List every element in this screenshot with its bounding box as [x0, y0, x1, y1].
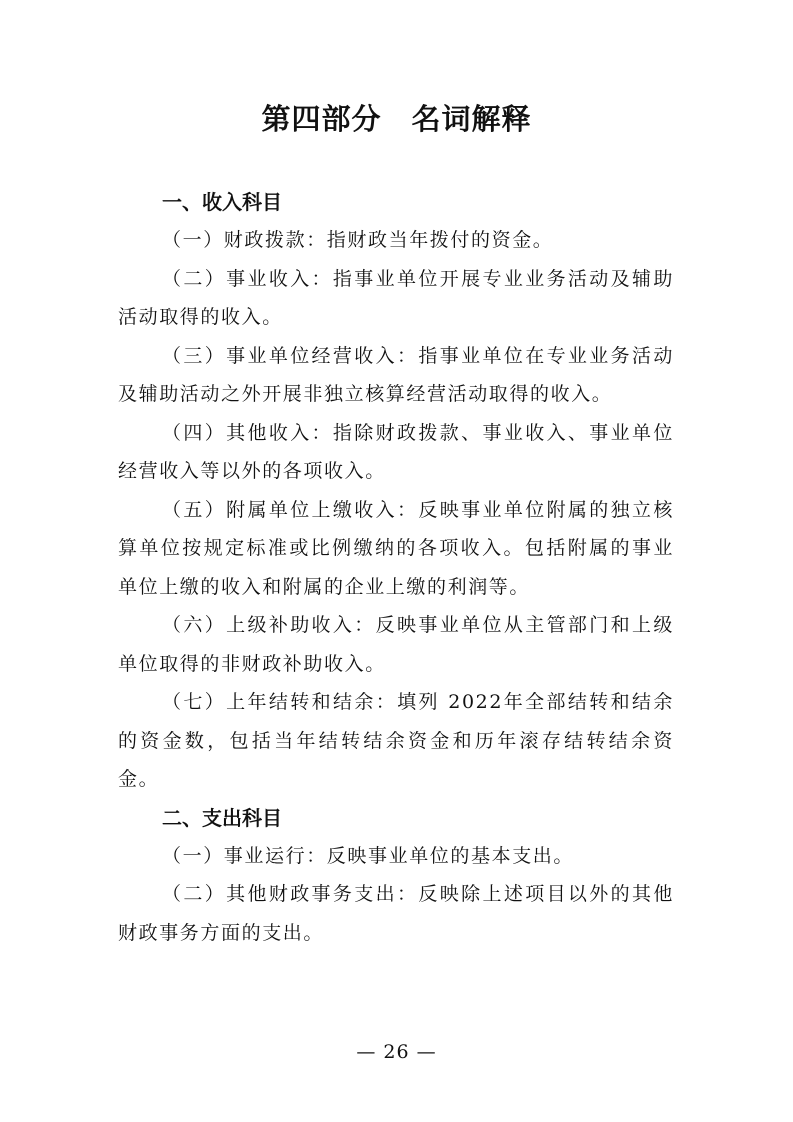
paragraph-other-income: （四）其他收入：指除财政拨款、事业收入、事业单位经营收入等以外的各项收入。	[118, 421, 674, 482]
paragraph-business-income: （二）事业收入：指事业单位开展专业业务活动及辅助活动取得的收入。	[118, 267, 674, 328]
section-income	[118, 183, 674, 799]
paragraph-fiscal-appropriation: （一）财政拨款：指财政当年拨付的资金。	[162, 229, 554, 251]
document-body	[118, 183, 674, 952]
paragraph-other-fiscal-affairs: （二）其他财政事务支出：反映除上述项目以外的其他财政事务方面的支出。	[118, 883, 674, 944]
paragraph-carryover-balance: （七）上年结转和结余：填列 2022年全部结转和结余的资金数，包括当年结转结余资金和历年滚存结转结余资金。	[118, 691, 674, 790]
page-number: — 26 —	[356, 1041, 437, 1063]
page-title: 第四部分 名词解释	[261, 102, 532, 136]
section-heading-expenditure: 二、支出科目	[162, 805, 282, 830]
paragraph-business-operation: （一）事业运行：反映事业单位的基本支出。	[162, 844, 575, 867]
paragraph-operating-income: （三）事业单位经营收入：指事业单位在专业业务活动及辅助活动之外开展非独立核算经营活动取得的收入。	[118, 344, 674, 405]
section-expenditure	[118, 799, 674, 953]
section-heading-income: 一、收入科目	[162, 190, 282, 214]
paragraph-superior-subsidy: （六）上级补助收入：反映事业单位从主管部门和上级单位取得的非财政补助收入。	[118, 614, 674, 675]
paragraph-subsidiary-remittance: （五）附属单位上缴收入：反映事业单位附属的独立核算单位按规定标准或比例缴纳的各项收入。包括附属的事业单位上缴的收入和附属的企业上缴的利润等。	[118, 498, 674, 598]
